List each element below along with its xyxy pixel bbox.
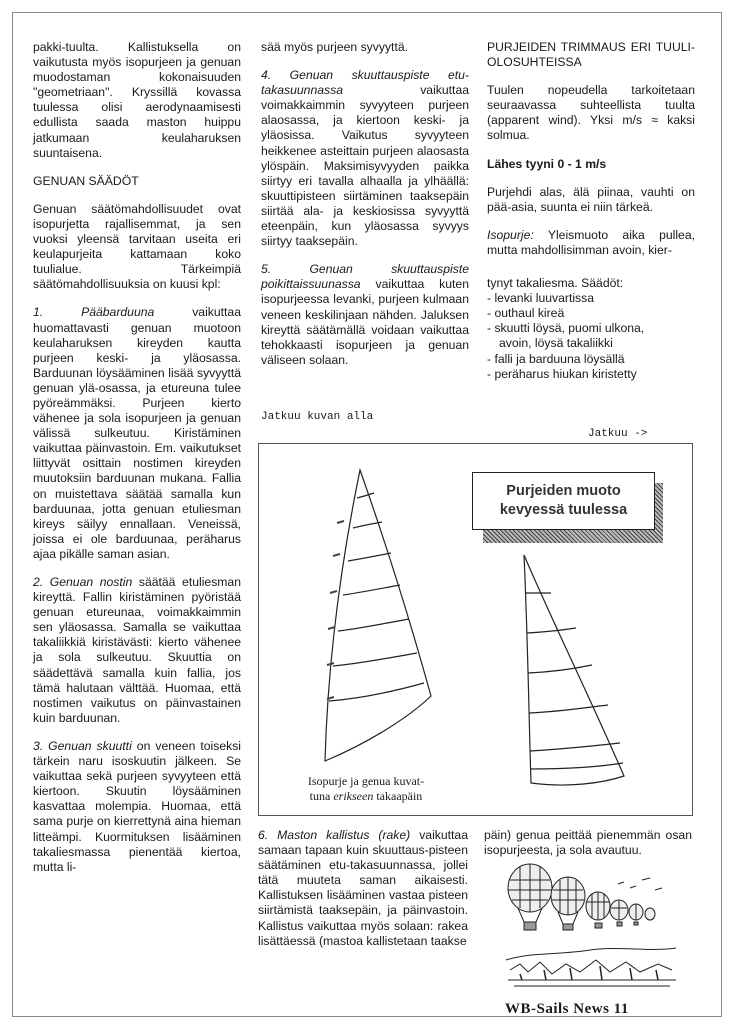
item-text: vaikuttaa huomattavasti genuan muotoon keulaharuksen kireyden kautta purjeen keski- ja yläosassa. Barduunan löysääminen lisää syvyyttä genuan ylä-osassa, ja etureuna tulee pyöreämmäksi. Purjeen kierto vähenee ja sola isopurjeen ja genuan välissä sulkeutuu. Kiristäminen vaikuttaa päinvastoin. Em. vaikutukset liittyvät osittain nostimen kireyden muutoksiin barduunan mukana. Fallia on muistettava säätää samalla kun barduunaa, jotta genuan etuliesman kireys säilyy ennallaan. Veneissä, joissa ei ole barduunaa, peräharus ajaa pikälle saman asian. [33,305,241,561]
item-lead: 5. Genuan skuuttauspiste poikittaissuunassa [261,262,469,292]
paragraph: Purjehdi alas, älä piinaa, vauhti on pää-asia, suunta ei niin tärkeä. [487,184,695,214]
caption-line: Isopurje ja genua kuvat- [307,774,425,788]
continued-note: Jatkuu -> [588,428,648,440]
paragraph [33,739,241,875]
section-heading: PURJEIDEN TRIMMAUS ERI TUULI-OLOSUHTEISSA [487,40,695,70]
paragraph: Tuulen nopeudella tarkoitetaan seuraavassa suhteellista tuulta (apparent wind). Yksi m/s ≈ kaksi solmua. [487,83,695,143]
item-lead: 4. Genuan skuuttauspiste etu-takasuunnassa [261,68,469,98]
caption-text: tuna [309,789,334,803]
paragraph: sää myös purjeen syvyyttä. [261,40,408,54]
paragraph: tynyt takaliesma. Säädöt: [487,276,624,291]
figure-title-line: kevyessä tuulessa [499,502,628,518]
paragraph [33,575,241,726]
paragraph [261,68,469,249]
hot-air-balloons-illustration [500,860,680,1000]
caption-text: takaapäin [373,789,423,803]
continued-below-note: Jatkuu kuvan alla [261,411,374,423]
item-text: vaikuttaa samaan tapaan kuin skuuttaus-pisteen säätäminen etu-takasuunnassa, jollei tätä muuteta saman aikaisesti. Kallistuksen lisääminen vastaa pisteen siirtämistä taaksepäin, ja päinvastoin. Kallistus vaikuttaa myös solaan: rakea lisättäessä (mastoa kallistetaan taakse [258,828,468,948]
figure-title-line: Purjeiden muoto [506,483,621,499]
item-lead: 1. Pääbarduuna [33,305,155,320]
list-item: - outhaul kireä [487,306,565,321]
settings-list [487,291,695,382]
item-lead: 2. Genuan nostin [33,575,133,589]
column-left [33,40,241,888]
figure-title [472,472,655,530]
paragraph [487,228,695,258]
caption-emphasis: erikseen [333,789,374,803]
list-item: - peräharus hiukan kiristetty [487,366,637,381]
list-item: - levanki luuvartissa [487,291,595,306]
item-lead: 6. Maston kallistus (rake) [258,828,411,842]
genoa-drawing [524,555,624,785]
column-right [487,40,695,382]
item-text: vaikuttaa kuten isopurjeessa levanki, purjeen kulmaan veneen keskilinjaan nähden. Jaluksen kireyttä säätämällä voidaan vaikuttaa tehokkaasti isopurjeen ja genuan väliseen solaan. [261,277,469,367]
paragraph: pakki-tuulta. Kallistuksella on vaikutusta myös isopurjeen ja genuan muodostaman kokonaisuuden "geometriaan". Kryssillä kovassa tuulessa olisi aerodynaamisesti edullista saada maston huippu jatkumaan keulaharuksen suuntaisena. [33,40,241,160]
figure-caption [296,774,436,804]
item-text: säätää etuliesman kireyttä. Fallin kiristäminen pyöristää genuan etureunaa, voimakkaimmin sen yläosassa. Samalla se vaikuttaa takaliikkiä kiristävästi: kierto vähenee ja sola sulkeutuu. Skuuttia on säädettävä samalla kuin fallia, jos tämä halutaan välttää. Huomaa, että nostimen vaikutus on päinvastainen kuin barduunan. [33,575,241,725]
item-lead: 3. Genuan skuutti [33,738,132,753]
column-middle [261,40,469,381]
item-text: Yleismuoto aika pullea, mutta mahdollisimman avoin, kier- [487,227,695,257]
paragraph: päin) genua peittää pienemmän osan isopurjeesta, ja sola avautuu. [484,828,692,858]
mainsail-drawing [325,470,431,761]
subheading: Lähes tyyni 0 - 1 m/s [487,156,607,171]
item-text: on veneen toiseksi tärkein naru isoskuutin jälkeen. Se vaikuttaa sekä purjeen syvyyteen että kiertoon. Skuutin löysääminen kasvattaa molempia. Huomaa, että sama purje on kierrettynä aina hieman litteämpi. Kuormituksen lisääminen takaliesmassa pienentää kiertoa, mutta li- [33,738,241,874]
item-lead: Isopurje: [487,227,534,242]
paragraph [33,305,241,562]
list-item: - skuutti löysä, puomi ulkona, [487,321,645,336]
page-footer: WB-Sails News 11 [505,1001,629,1017]
section-heading: GENUAN SÄÄDÖT [33,173,139,188]
list-item: avoin, löysä takaliikki [499,336,613,351]
item-text: vaikuttaa voimakkaimmin syvyyteen purjeen alaosassa, ja kiertoon keski- ja yläosissa. Vaikutus syvyyteen heikkenee asteittain purjeen alaosasta ylöspäin. Maksimisyvyyden paikka siirtyy eri tavalla alhaalla ja ylhäällä: skuuttipisteen siirtäminen taaksepäin siirtää ala- ja keskiosissa syvyyttä eteenpäin, kun yläosassa syvyys siirtyy taaksepäin. [261,83,469,249]
paragraph [258,828,468,949]
list-item: - falli ja barduuna löysällä [487,351,625,366]
paragraph [261,262,469,368]
paragraph: Genuan säätömahdollisuudet ovat isopurjetta rajallisemmat, ja sen vuoksi yleensä tarvitaan useita eri keulapurjeita kattamaan koko tuulialue. Tärkeimpiä säätömahdollisuuksia on kuusi kpl: [33,201,241,292]
